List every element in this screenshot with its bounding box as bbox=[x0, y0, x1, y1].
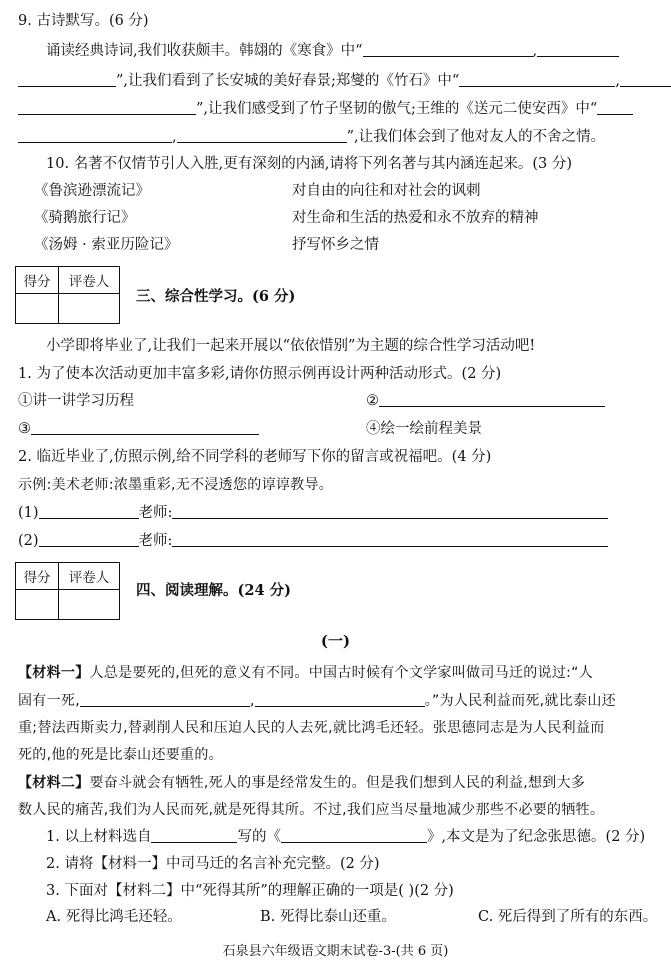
grader-header: 评卷人 bbox=[59, 267, 120, 294]
s3-q2: 2. 临近毕业了,仿照示例,给不同学科的老师写下你的留言或祝福吧。(4 分) bbox=[18, 449, 492, 465]
answer-blank[interactable] bbox=[18, 127, 172, 143]
book-item[interactable]: 《汤姆 · 索亚历险记》 bbox=[34, 237, 179, 253]
answer-blank[interactable] bbox=[537, 41, 619, 57]
grading-table bbox=[15, 266, 120, 324]
answer-blank[interactable] bbox=[597, 99, 633, 115]
answer-blank[interactable] bbox=[255, 691, 425, 707]
material1-line4: 死的,他的死是比泰山还要重的。 bbox=[18, 747, 223, 763]
meaning-item[interactable]: 对生命和生活的热爱和永不放弃的精神 bbox=[292, 210, 539, 226]
score-header: 得分 bbox=[16, 267, 59, 294]
score-cell[interactable] bbox=[16, 590, 59, 620]
answer-blank[interactable] bbox=[18, 99, 196, 115]
answer-blank[interactable] bbox=[620, 71, 671, 87]
activity-option-1: ①讲一讲学习历程 bbox=[18, 393, 134, 409]
material1-line2: 固有一死, , 。”为人民利益而死,就比泰山还 bbox=[18, 693, 616, 709]
score-header: 得分 bbox=[16, 563, 59, 590]
answer-blank[interactable] bbox=[80, 691, 250, 707]
answer-blank[interactable] bbox=[177, 127, 347, 143]
s3-intro: 小学即将毕业了,让我们一起来开展以“依依惜别”为主题的综合性学习活动吧! bbox=[46, 338, 536, 354]
reading-part-title: (一) bbox=[320, 632, 351, 650]
q10-title: 10. 名著不仅情节引人入胜,更有深刻的内涵,请将下列名著与其内涵连起来。(3 分) bbox=[46, 156, 573, 172]
s4-q1: 1. 以上材料选自 写的《 》,本文是为了纪念张思德。(2 分) bbox=[46, 829, 646, 845]
material2-line1: 【材料二】要奋斗就会有牺牲,死人的事是经常发生的。但是我们想到人民的利益,想到大多 bbox=[18, 775, 586, 791]
grading-table bbox=[15, 562, 120, 620]
activity-option-3: ③ bbox=[18, 418, 259, 440]
meaning-item[interactable]: 抒写怀乡之情 bbox=[292, 237, 379, 253]
answer-blank[interactable] bbox=[172, 531, 608, 547]
answer-blank[interactable] bbox=[379, 391, 605, 407]
q9-line4: , ”,让我们体会到了他对友人的不舍之情。 bbox=[18, 126, 657, 148]
book-item[interactable]: 《鲁滨逊漂流记》 bbox=[34, 183, 150, 199]
meaning-item[interactable]: 对自由的向往和对社会的讽刺 bbox=[292, 183, 481, 199]
q9-title: 9. 古诗默写。(6 分) bbox=[18, 13, 149, 29]
section4-title: 四、阅读理解。(24 分) bbox=[136, 582, 291, 599]
answer-blank[interactable] bbox=[281, 827, 427, 843]
message-line-2: (2) 老师: bbox=[18, 530, 657, 552]
answer-blank[interactable] bbox=[172, 503, 608, 519]
activity-option-2: ② bbox=[366, 390, 605, 412]
material1-line3: 重;替法西斯卖力,替剥削人民和压迫人民的人去死,就比鸿毛还轻。张思德同志是为人民利益而 bbox=[18, 720, 605, 736]
book-item[interactable]: 《骑鹅旅行记》 bbox=[34, 210, 136, 226]
message-line-1: (1) 老师: bbox=[18, 502, 657, 524]
choice-b[interactable]: B. 死得比泰山还重。 bbox=[260, 909, 396, 925]
activity-option-4: ④绘一绘前程美景 bbox=[366, 421, 482, 437]
q9-line2: ”,让我们看到了长安城的美好春景;郑燮的《竹石》中“ , bbox=[18, 70, 657, 92]
grader-header: 评卷人 bbox=[59, 563, 120, 590]
answer-blank[interactable] bbox=[151, 827, 237, 843]
choice-a[interactable]: A. 死得比鸿毛还轻。 bbox=[46, 909, 182, 925]
section3-title: 三、综合性学习。(6 分) bbox=[136, 288, 296, 305]
s4-q3[interactable]: 3. 下面对【材料二】中“死得其所”的理解正确的一项是( )(2 分) bbox=[46, 883, 454, 899]
answer-blank[interactable] bbox=[39, 531, 139, 547]
grader-cell[interactable] bbox=[59, 590, 120, 620]
choice-c[interactable]: C. 死后得到了所有的东西。 bbox=[478, 909, 658, 925]
q9-line1: 诵读经典诗词,我们收获颇丰。韩翃的《寒食》中“ , bbox=[46, 40, 657, 62]
answer-blank[interactable] bbox=[363, 41, 533, 57]
grader-cell[interactable] bbox=[59, 294, 120, 324]
material2-line2: 数人民的痛苦,我们为人民而死,就是死得其所。不过,我们应当尽量地减少那些不必要的牺牲。 bbox=[18, 802, 605, 818]
material1-line1: 【材料一】人总是要死的,但死的意义有不同。中国古时候有个文学家叫做司马迁的说过:“人 bbox=[18, 665, 594, 681]
s4-q2: 2. 请将【材料一】中司马迁的名言补充完整。(2 分) bbox=[46, 856, 380, 872]
answer-blank[interactable] bbox=[31, 419, 259, 435]
answer-blank[interactable] bbox=[18, 71, 116, 87]
page-footer: 石泉县六年级语文期末试卷-3-(共 6 页) bbox=[222, 944, 449, 959]
s3-example: 示例:美术老师:浓墨重彩,无不浸透您的谆谆教导。 bbox=[18, 477, 334, 493]
answer-blank[interactable] bbox=[39, 503, 139, 519]
q9-line3: ”,让我们感受到了竹子坚韧的傲气;王维的《送元二使安西》中“ bbox=[18, 98, 657, 120]
score-cell[interactable] bbox=[16, 294, 59, 324]
s3-q1: 1. 为了使本次活动更加丰富多彩,请你仿照示例再设计两种活动形式。(2 分) bbox=[18, 366, 502, 382]
answer-blank[interactable] bbox=[459, 71, 615, 87]
